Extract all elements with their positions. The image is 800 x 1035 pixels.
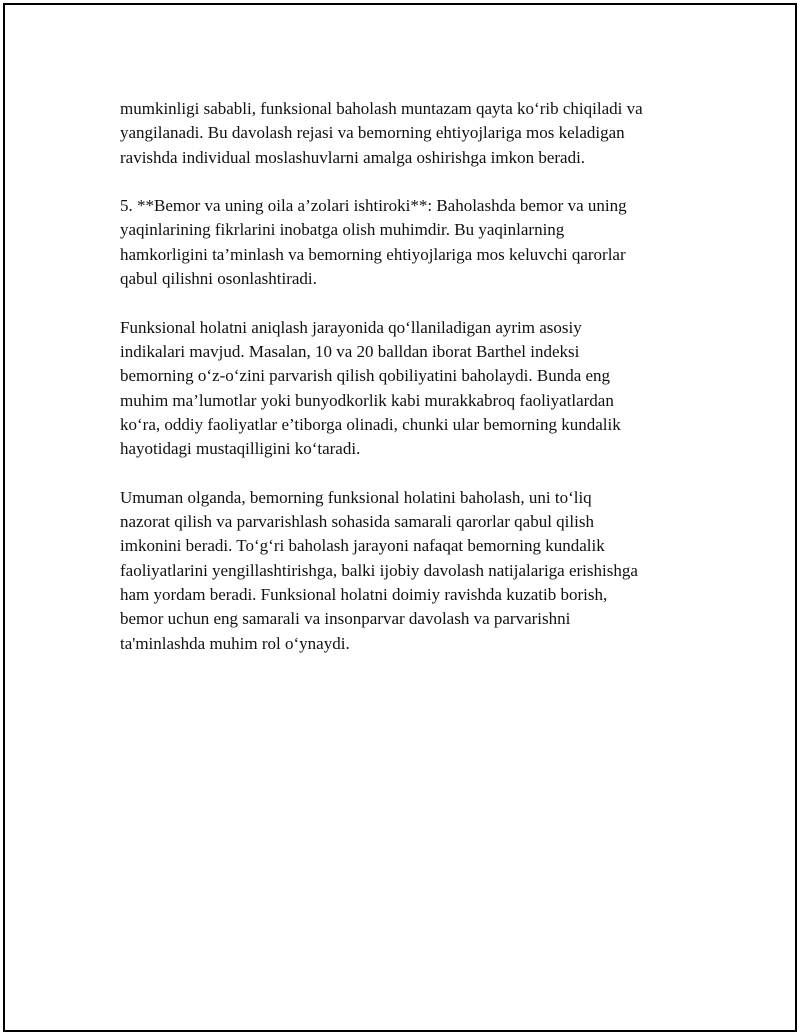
text-line: 5. **Bemor va uning oila a’zolari ishtiroki**: Baholashda bemor va uning [120, 196, 627, 216]
page-frame [3, 3, 797, 1032]
paragraph-indicators [120, 316, 700, 462]
paragraph-continuation [120, 97, 700, 170]
text-line: yaqinlarining fikrlarini inobatga olish muhimdir. Bu yaqinlarning [120, 220, 565, 240]
text-line: qabul qilishni osonlashtiradi. [120, 269, 317, 289]
text-line: nazorat qilish va parvarishlash sohasida samarali qarorlar qabul qilish [120, 512, 594, 532]
text-line: faoliyatlarini yengillashtirishga, balki ijobiy davolash natijalariga erishishga [120, 560, 638, 580]
text-line: ham yordam beradi. Funksional holatni doimiy ravishda kuzatib borish, [120, 584, 608, 604]
text-line: bemorning o‘z-o‘zini parvarish qilish qobiliyatini baholaydi. Bunda eng [120, 366, 611, 386]
document-body [120, 97, 700, 656]
text-line: Umuman olganda, bemorning funksional holatini baholash, uni to‘liq [120, 487, 592, 507]
paragraph-list-item-5 [120, 194, 700, 291]
text-line: Funksional holatni aniqlash jarayonida qo‘llaniladigan ayrim asosiy [120, 317, 582, 337]
text-line: ta'minlashda muhim rol o‘ynaydi. [120, 633, 350, 653]
text-line: ko‘ra, oddiy faoliyatlar e’tiborga olinadi, chunki ular bemorning kundalik [120, 414, 621, 434]
text-line: hamkorligini ta’minlash va bemorning ehtiyojlariga mos keluvchi qarorlar [120, 244, 626, 264]
text-line: hayotidagi mustaqilligini ko‘taradi. [120, 439, 361, 459]
text-line: bemor uchun eng samarali va insonparvar davolash va parvarishni [120, 609, 571, 629]
text-line: yangilanadi. Bu davolash rejasi va bemorning ehtiyojlariga mos keladigan [120, 123, 625, 143]
paragraph-conclusion [120, 486, 700, 656]
text-line: mumkinligi sababli, funksional baholash muntazam qayta ko‘rib chiqiladi va [120, 99, 643, 118]
text-line: indikalari mavjud. Masalan, 10 va 20 balldan iborat Barthel indeksi [120, 341, 580, 361]
text-line: imkonini beradi. To‘g‘ri baholash jarayoni nafaqat bemorning kundalik [120, 536, 605, 556]
text-line: ravishda individual moslashuvlarni amalga oshirishga imkon beradi. [120, 147, 586, 167]
text-line: muhim ma’lumotlar yoki bunyodkorlik kabi murakkabroq faoliyatlardan [120, 390, 614, 410]
